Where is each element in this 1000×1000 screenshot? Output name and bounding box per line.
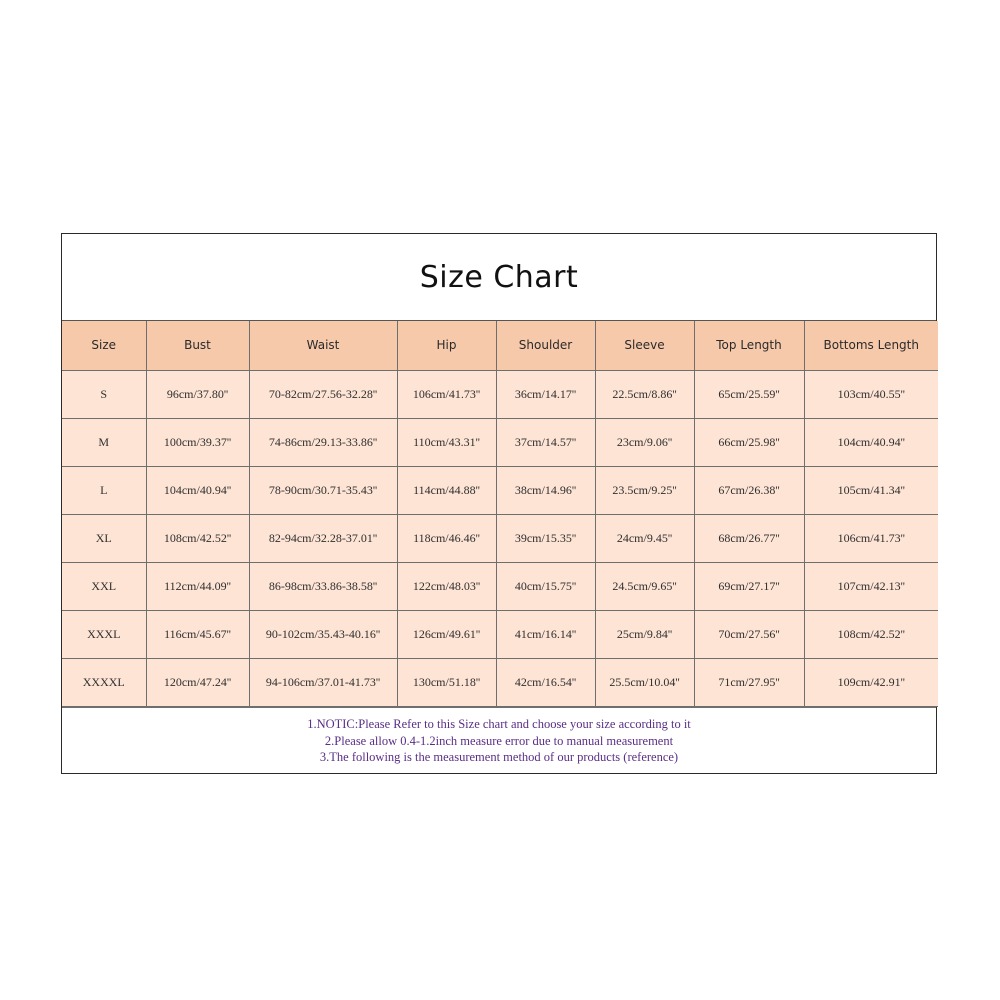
measurement-cell: 110cm/43.31'' bbox=[397, 418, 496, 466]
table-row bbox=[62, 514, 938, 562]
measurement-cell: 68cm/26.77'' bbox=[694, 514, 804, 562]
column-header: Sleeve bbox=[595, 321, 694, 370]
measurement-cell: 25.5cm/10.04'' bbox=[595, 658, 694, 706]
measurement-cell: 103cm/40.55'' bbox=[804, 370, 938, 418]
measurement-cell: 106cm/41.73'' bbox=[397, 370, 496, 418]
measurement-cell: 100cm/39.37'' bbox=[146, 418, 249, 466]
table-row bbox=[62, 562, 938, 610]
column-header: Bust bbox=[146, 321, 249, 370]
measurement-cell: 90-102cm/35.43-40.16'' bbox=[249, 610, 397, 658]
measurement-cell: 24cm/9.45'' bbox=[595, 514, 694, 562]
measurement-cell: 67cm/26.38'' bbox=[694, 466, 804, 514]
column-header: Top Length bbox=[694, 321, 804, 370]
measurement-cell: 116cm/45.67'' bbox=[146, 610, 249, 658]
measurement-cell: 118cm/46.46'' bbox=[397, 514, 496, 562]
measurement-cell: 23cm/9.06'' bbox=[595, 418, 694, 466]
measurement-cell: 82-94cm/32.28-37.01'' bbox=[249, 514, 397, 562]
measurement-cell: 40cm/15.75'' bbox=[496, 562, 595, 610]
column-header: Size bbox=[62, 321, 146, 370]
measurement-cell: 126cm/49.61'' bbox=[397, 610, 496, 658]
note-line: 3.The following is the measurement method of our products (reference) bbox=[319, 750, 679, 765]
size-cell: XXL bbox=[62, 562, 146, 610]
table-row bbox=[62, 418, 938, 466]
size-cell: S bbox=[62, 370, 146, 418]
measurement-cell: 78-90cm/30.71-35.43'' bbox=[249, 466, 397, 514]
measurement-cell: 65cm/25.59'' bbox=[694, 370, 804, 418]
size-cell: XXXXL bbox=[62, 658, 146, 706]
size-cell: M bbox=[62, 418, 146, 466]
measurement-cell: 112cm/44.09'' bbox=[146, 562, 249, 610]
measurement-cell: 74-86cm/29.13-33.86'' bbox=[249, 418, 397, 466]
measurement-cell: 86-98cm/33.86-38.58'' bbox=[249, 562, 397, 610]
measurement-cell: 96cm/37.80'' bbox=[146, 370, 249, 418]
measurement-cell: 36cm/14.17'' bbox=[496, 370, 595, 418]
measurement-cell: 25cm/9.84'' bbox=[595, 610, 694, 658]
size-cell: XL bbox=[62, 514, 146, 562]
table-body bbox=[62, 370, 938, 706]
measurement-cell: 109cm/42.91'' bbox=[804, 658, 938, 706]
column-header: Bottoms Length bbox=[804, 321, 938, 370]
measurement-cell: 71cm/27.95'' bbox=[694, 658, 804, 706]
note-line: 1.NOTIC:Please Refer to this Size chart and choose your size according to it bbox=[307, 717, 691, 732]
measurement-cell: 104cm/40.94'' bbox=[146, 466, 249, 514]
column-header: Waist bbox=[249, 321, 397, 370]
measurement-cell: 38cm/14.96'' bbox=[496, 466, 595, 514]
measurement-cell: 22.5cm/8.86'' bbox=[595, 370, 694, 418]
size-table bbox=[62, 321, 938, 707]
table-row bbox=[62, 370, 938, 418]
table-header-row bbox=[62, 321, 938, 370]
notes-section bbox=[62, 707, 936, 775]
table-row bbox=[62, 610, 938, 658]
note-line: 2.Please allow 0.4-1.2inch measure error due to manual measurement bbox=[324, 733, 674, 748]
measurement-cell: 108cm/42.52'' bbox=[804, 610, 938, 658]
measurement-cell: 41cm/16.14'' bbox=[496, 610, 595, 658]
measurement-cell: 70-82cm/27.56-32.28'' bbox=[249, 370, 397, 418]
measurement-cell: 104cm/40.94'' bbox=[804, 418, 938, 466]
measurement-cell: 69cm/27.17'' bbox=[694, 562, 804, 610]
measurement-cell: 120cm/47.24'' bbox=[146, 658, 249, 706]
table-row bbox=[62, 658, 938, 706]
size-cell: XXXL bbox=[62, 610, 146, 658]
measurement-cell: 122cm/48.03'' bbox=[397, 562, 496, 610]
measurement-cell: 108cm/42.52'' bbox=[146, 514, 249, 562]
measurement-cell: 105cm/41.34'' bbox=[804, 466, 938, 514]
column-header: Hip bbox=[397, 321, 496, 370]
measurement-cell: 70cm/27.56'' bbox=[694, 610, 804, 658]
measurement-cell: 39cm/15.35'' bbox=[496, 514, 595, 562]
measurement-cell: 37cm/14.57'' bbox=[496, 418, 595, 466]
measurement-cell: 94-106cm/37.01-41.73'' bbox=[249, 658, 397, 706]
size-chart bbox=[61, 233, 937, 774]
measurement-cell: 66cm/25.98'' bbox=[694, 418, 804, 466]
chart-title: Size Chart bbox=[62, 234, 936, 321]
measurement-cell: 42cm/16.54'' bbox=[496, 658, 595, 706]
measurement-cell: 106cm/41.73'' bbox=[804, 514, 938, 562]
table-row bbox=[62, 466, 938, 514]
measurement-cell: 24.5cm/9.65'' bbox=[595, 562, 694, 610]
measurement-cell: 23.5cm/9.25'' bbox=[595, 466, 694, 514]
measurement-cell: 130cm/51.18'' bbox=[397, 658, 496, 706]
column-header: Shoulder bbox=[496, 321, 595, 370]
measurement-cell: 114cm/44.88'' bbox=[397, 466, 496, 514]
measurement-cell: 107cm/42.13'' bbox=[804, 562, 938, 610]
size-cell: L bbox=[62, 466, 146, 514]
